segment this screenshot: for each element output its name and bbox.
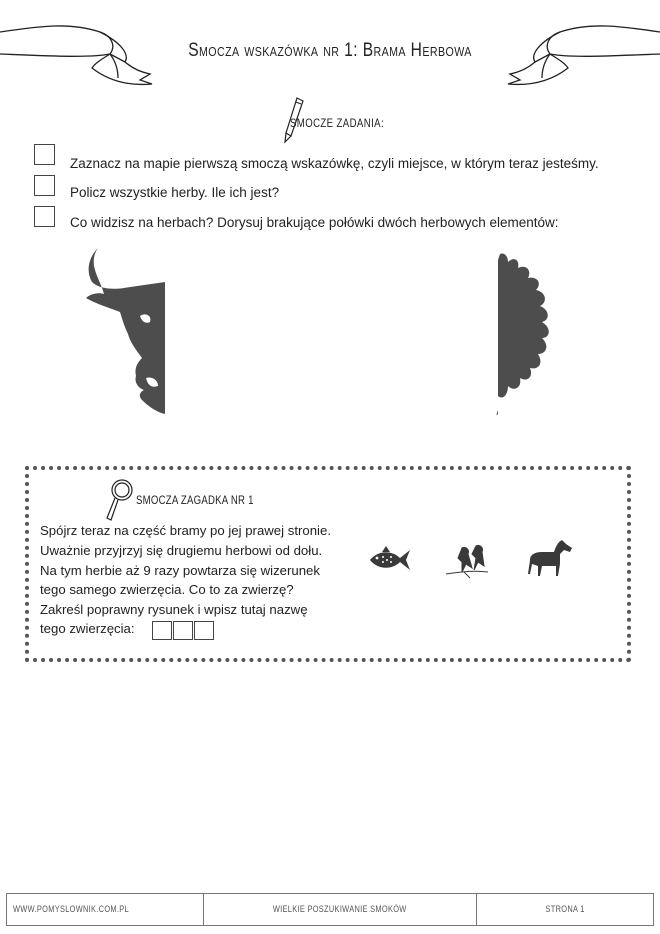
- horse-icon[interactable]: [526, 538, 574, 578]
- answer-letter-box-2[interactable]: [173, 621, 193, 640]
- riddle-answer-label: tego zwierzęcia:: [40, 621, 135, 636]
- footer-website-text: WWW.POMYSLOWNIK.COM.PL: [13, 904, 129, 915]
- task-text-1: Zaznacz na mapie pierwszą smoczą wskazówkę, czyli miejsce, w którym teraz jesteśmy.: [70, 156, 599, 171]
- task-checkbox-3[interactable]: [34, 206, 55, 227]
- riddle-line-4: tego samego zwierzęcia. Co to za zwierzę?: [40, 582, 294, 597]
- riddle-line-1: Spójrz teraz na część bramy po jej prawej stronie.: [40, 523, 331, 538]
- answer-letter-box-1[interactable]: [152, 621, 172, 640]
- task-checkbox-1[interactable]: [34, 144, 55, 165]
- half-bull-head-icon: [80, 246, 170, 418]
- footer-series-text: WIELKIE POSZUKIWANIE SMOKÓW: [273, 904, 407, 915]
- riddle-line-5: Zakreśl poprawny rysunek i wpisz tutaj nazwę: [40, 602, 308, 617]
- riddle-line-3: Na tym herbie aż 9 razy powtarza się wizerunek: [40, 563, 320, 578]
- page-title: Smocza wskazówka nr 1: Brama Herbowa: [188, 40, 472, 61]
- page-footer: [6, 893, 654, 926]
- footer-website[interactable]: [7, 894, 204, 925]
- tasks-heading: SMOCZE ZADANIA:: [290, 116, 385, 130]
- task-checkbox-2[interactable]: [34, 175, 55, 196]
- magnifying-glass-icon: [104, 478, 134, 524]
- footer-series: [204, 894, 477, 925]
- answer-letter-box-3[interactable]: [194, 621, 214, 640]
- fish-icon[interactable]: [368, 544, 412, 576]
- footer-page-number-text: STRONA 1: [545, 904, 585, 915]
- footer-page-number: [477, 894, 653, 925]
- riddle-heading: SMOCZA ZAGADKA NR 1: [136, 493, 254, 507]
- task-text-3: Co widzisz na herbach? Dorysuj brakujące połówki dwóch herbowych elementów:: [70, 215, 559, 230]
- task-text-2: Policz wszystkie herby. Ile ich jest?: [70, 185, 280, 200]
- half-sun-icon: [494, 250, 586, 420]
- birds-icon[interactable]: [444, 542, 490, 580]
- riddle-line-2: Uważnie przyjrzyj się drugiemu herbowi od dołu.: [40, 543, 323, 558]
